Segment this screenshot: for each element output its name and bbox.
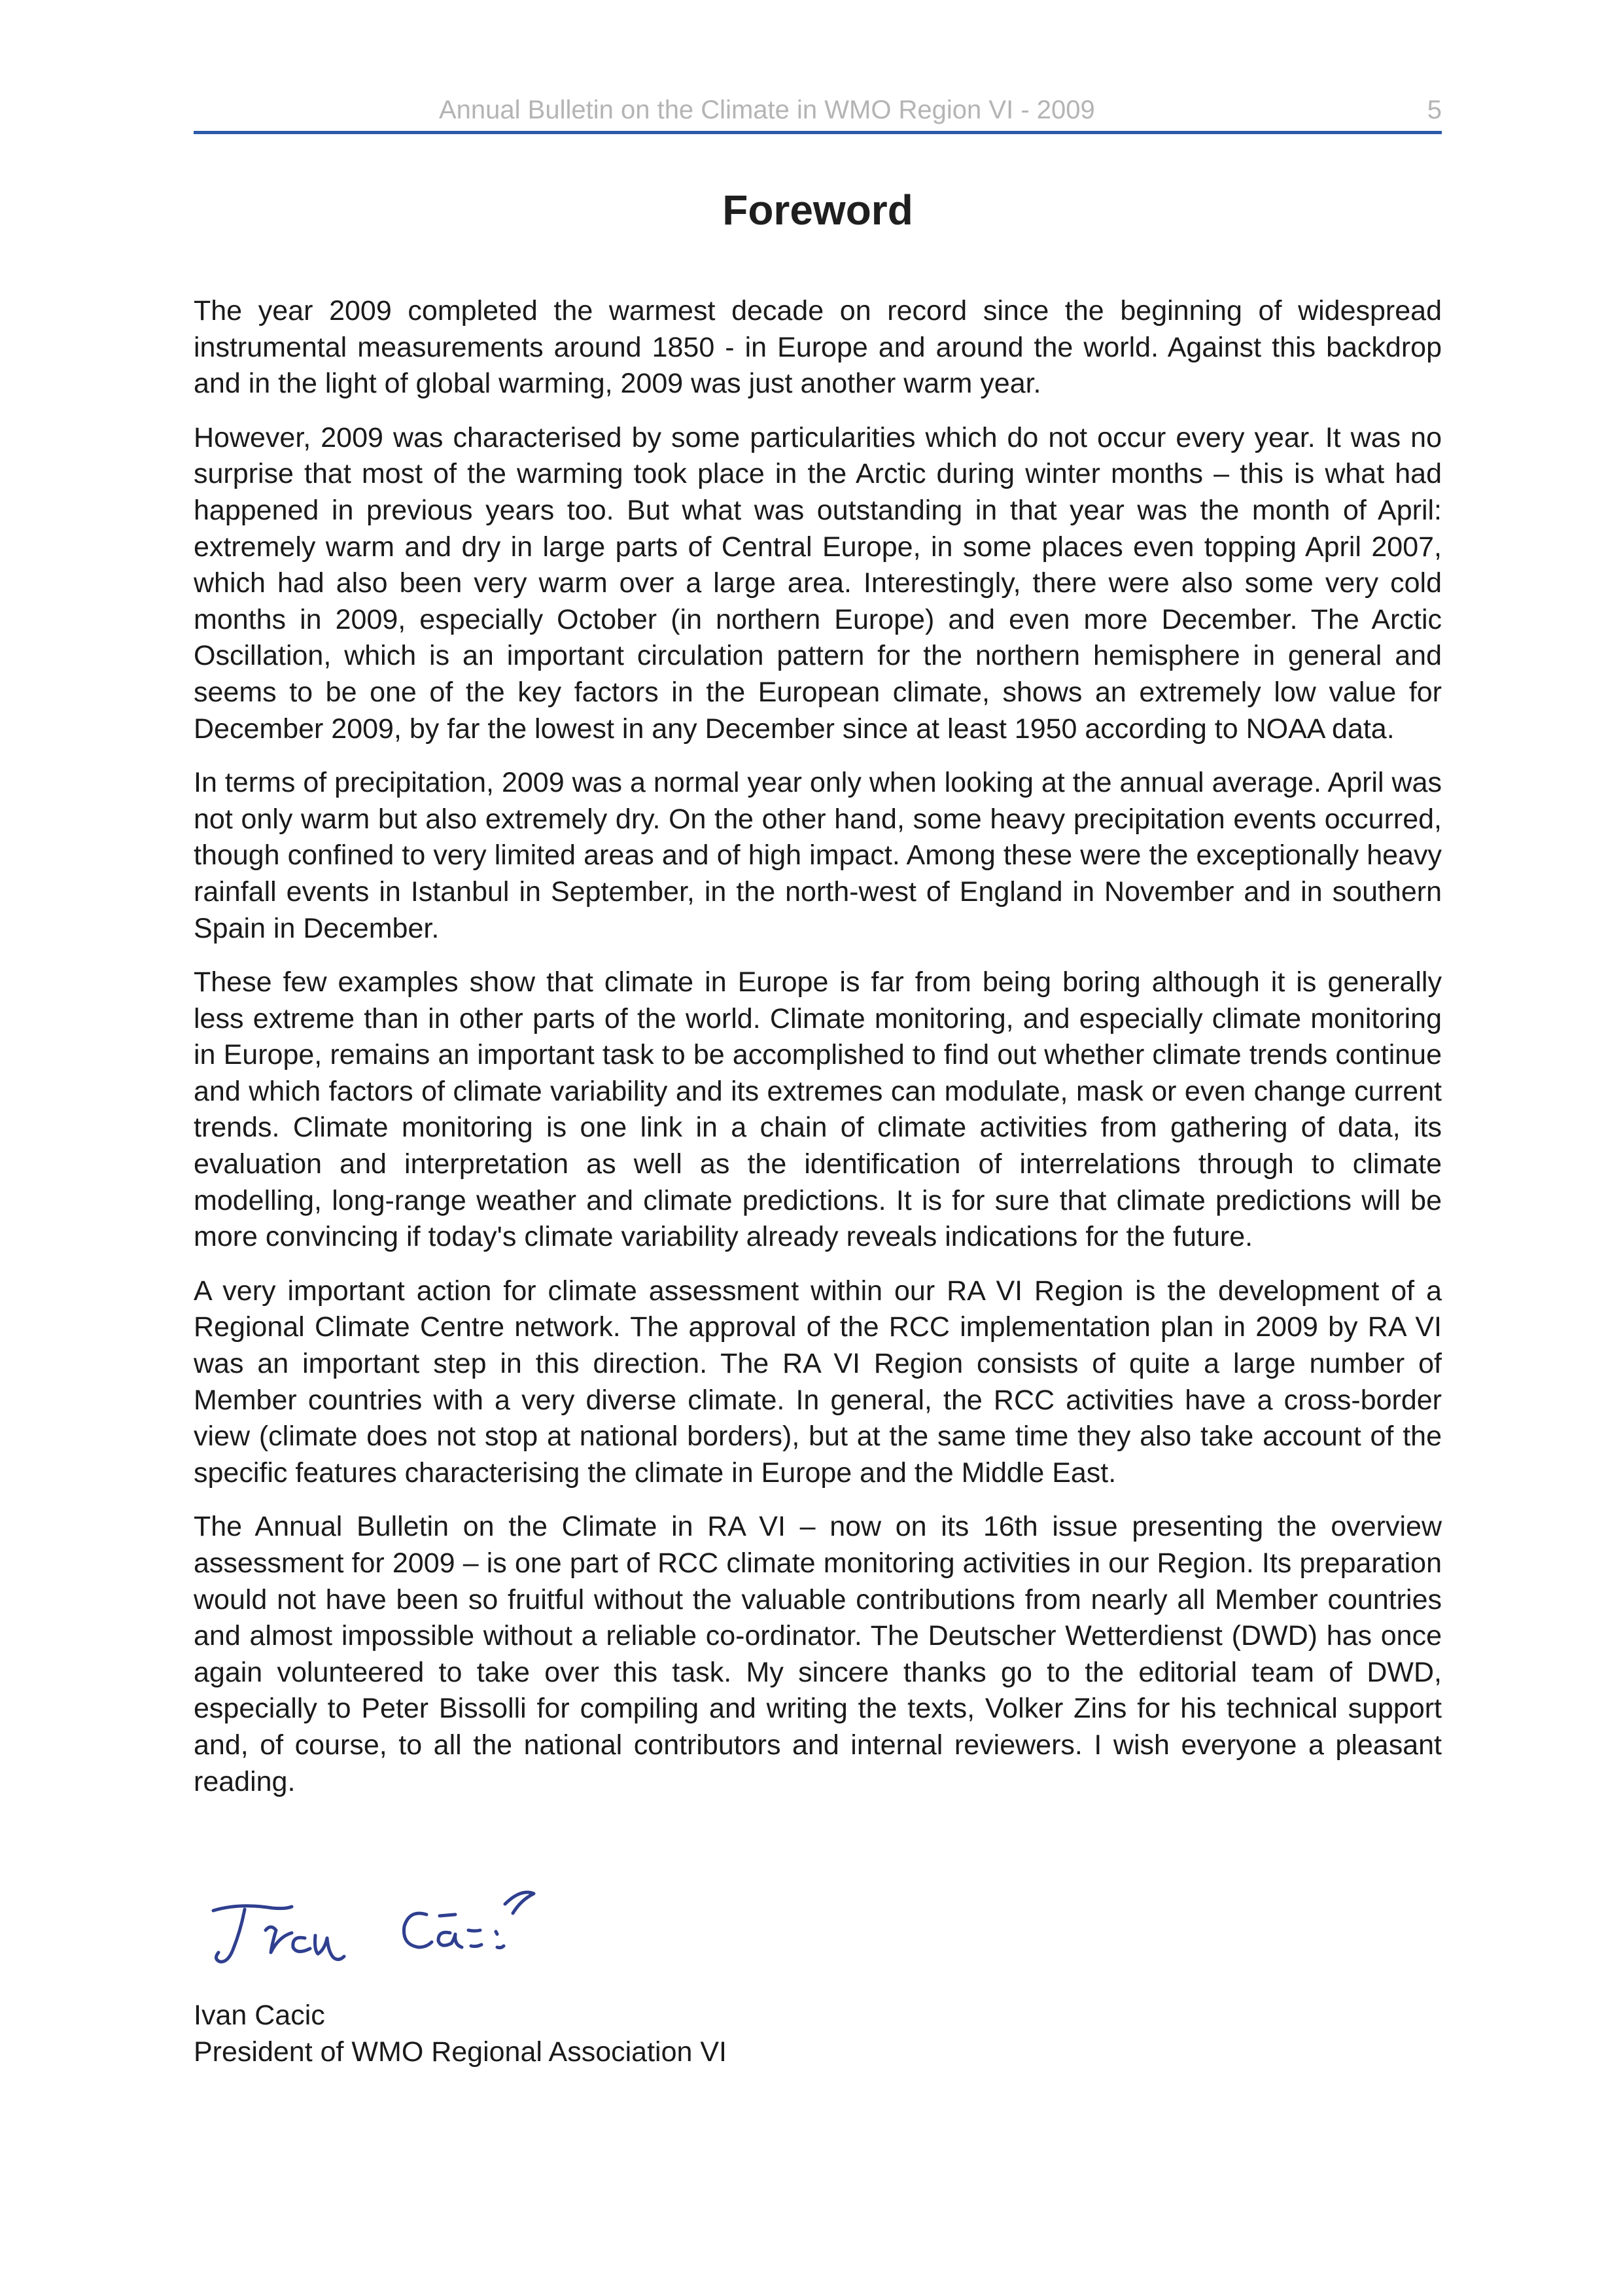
paragraph-3: In terms of precipitation, 2009 was a normal year only when looking at the annual average. April was not only warm but also extremely dry. On the other hand, some heavy precipitation events occurred, though confined to very limited areas and of high impact. Among these were the exceptionally heavy rainfall events in Istanbul in September, in the north-west of England in November and in southern Spain in December. xyxy=(194,767,1442,944)
paragraph-2: However, 2009 was characterised by some particularities which do not occur every year. It was no surprise that most of the warming took place in the Arctic during winter months – this is what had happened in previous years too. But what was outstanding in that year was the month of April: extremely warm and dry in large parts of Central Europe, in some places even topping April 2007, which had also been very warm over a large area. Interestingly, there were also some very cold months in 2009, especially October (in northern Europe) and even more December. The Arctic Oscillation, which is an important circulation pattern for the northern hemisphere in general and seems to be one of the key factors in the European climate, shows an extremely low value for December 2009, by far the lowest in any December since at least 1950 according to NOAA data. xyxy=(194,421,1442,745)
signer-title: President of WMO Regional Association VI xyxy=(194,2036,727,2068)
paragraph-6: The Annual Bulletin on the Climate in RA VI – now on its 16th issue presenting the overview assessment for 2009 – is one part of RCC climate monitoring activities in our Region. Its preparation would not have been so fruitful without the valuable contributions from nearly all Member countries and almost impossible without a reliable co-ordinator. The Deutscher Wetterdienst (DWD) has once again volunteered to take over this task. My sincere thanks go to the editorial team of DWD, especially to Peter Bissolli for compiling and writing the texts, Volker Zins for his technical support and, of course, to all the national contributors and internal reviewers. I wish everyone a pleasant reading. xyxy=(194,1511,1442,1797)
handwritten-signature xyxy=(194,1884,612,1983)
paragraph-1: The year 2009 completed the warmest decade on record since the beginning of widespread instrumental measurements around 1850 - in Europe and around the world. Against this backdrop and in the light of global warming, 2009 was just another warm year. xyxy=(194,295,1442,400)
page-title: Foreword xyxy=(722,186,913,234)
page-number: 5 xyxy=(1427,96,1442,124)
header-title: Annual Bulletin on the Climate in WMO Region VI - 2009 xyxy=(439,96,1095,124)
signoff xyxy=(194,1997,1109,2070)
paragraph-5: A very important action for climate assessment within our RA VI Region is the development of a Regional Climate Centre network. The approval of the RCC implementation plan in 2009 by RA VI was an important step in this direction. The RA VI Region consists of quite a large number of Member countries with a very diverse climate. In general, the RCC activities have a cross-border view (climate does not stop at national borders), but at the same time they also take account of the specific features characterising the climate in Europe and the Middle East. xyxy=(194,1275,1442,1489)
running-header xyxy=(194,89,1442,134)
foreword-body xyxy=(194,293,1442,1818)
paragraph-4: These few examples show that climate in Europe is far from being boring although it is generally less extreme than in other parts of the world. Climate monitoring, and especially climate monitoring in Europe, remains an important task to be accomplished to find out whether climate trends continue and which factors of climate variability and its extremes can modulate, mask or even change current trends. Climate monitoring is one link in a chain of climate activities from gathering of data, its evaluation and interpretation as well as the identification of interrelations through to climate modelling, long-range weather and climate predictions. It is for sure that climate predictions will be more convincing if today's climate variability already reveals indications for the future. xyxy=(194,966,1442,1253)
signer-name: Ivan Cacic xyxy=(194,2000,325,2031)
